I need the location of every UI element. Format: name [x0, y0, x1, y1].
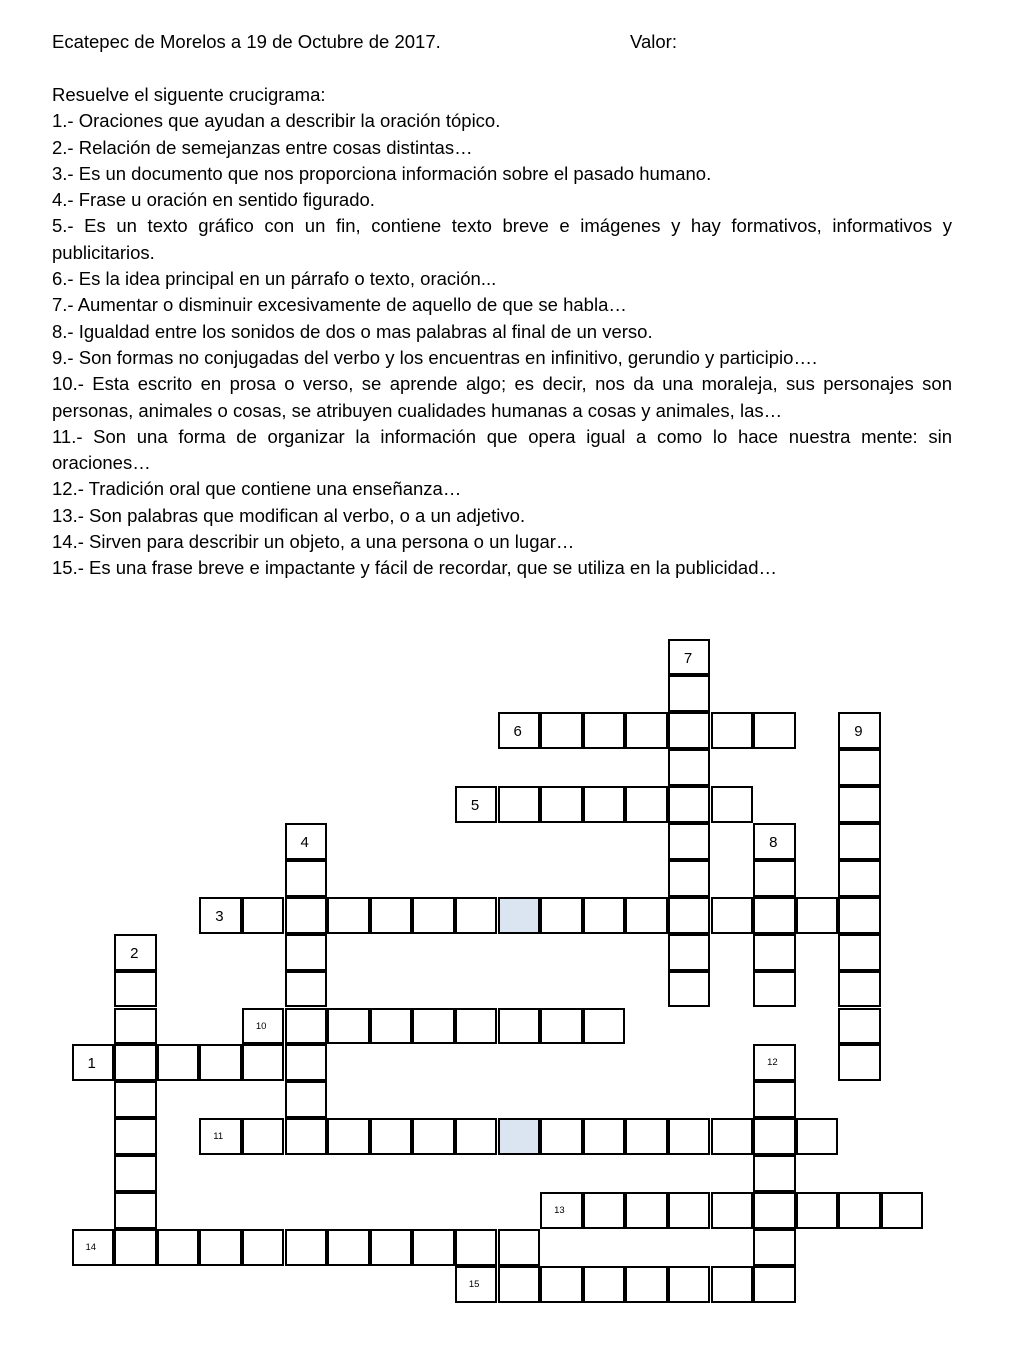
- crossword-cell[interactable]: [838, 1008, 881, 1045]
- clue-15: 15.- Es una frase breve e impactante y fácil de recordar, que se utiliza en la publicidad…: [52, 557, 777, 579]
- crossword-cell[interactable]: [583, 897, 626, 934]
- crossword-cell[interactable]: [157, 1044, 200, 1081]
- crossword-cell[interactable]: [285, 1081, 328, 1118]
- clue-8: 8.- Igualdad entre los sonidos de dos o mas palabras al final de un verso.: [52, 320, 653, 342]
- crossword-cell[interactable]: [498, 1266, 541, 1303]
- crossword-cell[interactable]: [242, 1044, 285, 1081]
- crossword-cell[interactable]: [285, 1008, 328, 1045]
- place-date: Ecatepec de Morelos a 19 de Octubre de 2017.: [52, 31, 441, 52]
- crossword-cell[interactable]: [498, 1008, 541, 1045]
- crossword-cell[interactable]: [668, 934, 711, 971]
- crossword-cell[interactable]: [838, 749, 881, 786]
- clue-number-label: 15: [468, 1278, 480, 1290]
- crossword-cell[interactable]: [668, 749, 711, 786]
- crossword-cell[interactable]: [327, 1118, 370, 1155]
- crossword-cell-5-start[interactable]: [455, 786, 498, 823]
- crossword-cell[interactable]: [711, 712, 754, 749]
- crossword-cell[interactable]: [753, 934, 796, 971]
- crossword-cell[interactable]: [114, 1229, 157, 1266]
- crossword-cell[interactable]: [711, 1118, 754, 1155]
- crossword-cell[interactable]: [583, 1118, 626, 1155]
- clue-14: 14.- Sirven para describir un objeto, a una persona o un lugar…: [52, 531, 575, 553]
- crossword-cell[interactable]: [498, 897, 541, 934]
- crossword-cell[interactable]: [753, 971, 796, 1008]
- crossword-cell-15-start[interactable]: [455, 1266, 498, 1303]
- crossword-cell[interactable]: [711, 897, 754, 934]
- clue-number-label: 12: [767, 1057, 778, 1069]
- crossword-cell[interactable]: [625, 786, 668, 823]
- clue-2: 2.- Relación de semejanzas entre cosas distintas…: [52, 136, 473, 158]
- clue-number-label: 14: [85, 1241, 97, 1253]
- crossword-cell[interactable]: [242, 1229, 285, 1266]
- crossword-cell[interactable]: [625, 1266, 668, 1303]
- crossword-cell[interactable]: [157, 1229, 200, 1266]
- crossword-cell[interactable]: [114, 1044, 157, 1081]
- crossword-cell[interactable]: [583, 1266, 626, 1303]
- clue-10: 10.- Esta escrito en prosa o verso, se aprende algo; es decir, nos da una moraleja, sus personajes son personas, animales o cosas, se atribuyen cualidades humanas a cosas y animales, las…: [52, 373, 952, 421]
- crossword-cell[interactable]: [753, 1229, 796, 1266]
- crossword-cell-10-start[interactable]: [242, 1008, 285, 1045]
- crossword-cell[interactable]: [625, 1118, 668, 1155]
- valor-label: Valor:: [630, 31, 677, 52]
- clue-number-label: 10: [255, 1020, 267, 1032]
- crossword-cell[interactable]: [540, 712, 583, 749]
- crossword-cell[interactable]: [114, 1081, 157, 1118]
- crossword-cell[interactable]: [838, 934, 881, 971]
- crossword-cell-4-start[interactable]: [285, 823, 328, 860]
- crossword-cell[interactable]: [838, 1044, 881, 1081]
- crossword-cell[interactable]: [583, 786, 626, 823]
- crossword-cell[interactable]: [583, 712, 626, 749]
- clue-number-label: 9: [854, 723, 863, 741]
- clue-number-label: 11: [213, 1131, 224, 1143]
- crossword-cell[interactable]: [114, 1192, 157, 1229]
- crossword-cell-11-start[interactable]: [199, 1118, 242, 1155]
- crossword-cell[interactable]: [412, 1229, 455, 1266]
- crossword-cell[interactable]: [412, 1008, 455, 1045]
- crossword-cell[interactable]: [711, 1192, 754, 1229]
- crossword-cell[interactable]: [838, 786, 881, 823]
- crossword-cell[interactable]: [668, 786, 711, 823]
- crossword-cell-9-start[interactable]: [838, 712, 881, 749]
- clue-number-label: 13: [554, 1205, 565, 1216]
- crossword-cell[interactable]: [199, 1229, 242, 1266]
- crossword-cell[interactable]: [838, 897, 881, 934]
- crossword-cell[interactable]: [370, 1229, 413, 1266]
- crossword-cell[interactable]: [285, 1044, 328, 1081]
- crossword-cell[interactable]: [668, 1118, 711, 1155]
- instructions-title: Resuelve el siguente crucigrama:: [52, 84, 326, 105]
- clue-3: 3.- Es un documento que nos proporciona información sobre el pasado humano.: [52, 162, 712, 184]
- crossword-cell[interactable]: [838, 971, 881, 1008]
- crossword-cell[interactable]: [370, 1008, 413, 1045]
- crossword-cell[interactable]: [668, 1192, 711, 1229]
- crossword-cell[interactable]: [114, 1155, 157, 1192]
- crossword-cell-2-start[interactable]: [114, 934, 157, 971]
- crossword-cell[interactable]: [711, 1266, 754, 1303]
- crossword-cell[interactable]: [753, 1155, 796, 1192]
- clue-12: 12.- Tradición oral que contiene una enseñanza…: [52, 478, 462, 500]
- crossword-cell[interactable]: [753, 1192, 796, 1229]
- crossword-cell[interactable]: [668, 971, 711, 1008]
- crossword-cell[interactable]: [668, 675, 711, 712]
- crossword-cell[interactable]: [498, 786, 541, 823]
- clue-11: 11.- Son una forma de organizar la información que opera igual a como lo hace nuestra mente: sin oraciones…: [52, 425, 952, 474]
- crossword-cell[interactable]: [625, 897, 668, 934]
- clue-number-label: 7: [683, 649, 693, 667]
- clue-6: 6.- Es la idea principal en un párrafo o texto, oración...: [52, 268, 497, 290]
- crossword-cell[interactable]: [242, 897, 285, 934]
- crossword-cell[interactable]: [370, 1118, 413, 1155]
- clue-4: 4.- Frase u oración en sentido figurado.: [52, 189, 375, 211]
- crossword-cell[interactable]: [540, 1118, 583, 1155]
- crossword-cell[interactable]: [498, 1229, 541, 1266]
- crossword-cell-3-start[interactable]: [199, 897, 242, 934]
- crossword-cell-7-start[interactable]: [668, 639, 711, 676]
- crossword-cell[interactable]: [540, 1266, 583, 1303]
- crossword-cell[interactable]: [199, 1044, 242, 1081]
- crossword-cell[interactable]: [668, 823, 711, 860]
- crossword-cell-6-start[interactable]: [498, 712, 541, 749]
- crossword-cell[interactable]: [668, 897, 711, 934]
- crossword-cell-8-start[interactable]: [753, 823, 796, 860]
- clue-1: 1.- Oraciones que ayudan a describir la oración tópico.: [52, 110, 501, 132]
- crossword-cell[interactable]: [540, 897, 583, 934]
- crossword-cell[interactable]: [625, 1192, 668, 1229]
- crossword-cell-1-start[interactable]: [72, 1044, 115, 1081]
- clue-number-label: 1: [87, 1055, 96, 1073]
- crossword-cell[interactable]: [114, 1008, 157, 1045]
- crossword-cell[interactable]: [540, 1008, 583, 1045]
- crossword-cell[interactable]: [285, 934, 328, 971]
- clue-13: 13.- Son palabras que modifican al verbo, o a un adjetivo.: [52, 504, 526, 526]
- crossword-cell[interactable]: [327, 897, 370, 934]
- crossword-cell[interactable]: [114, 971, 157, 1008]
- crossword-cell[interactable]: [881, 1192, 924, 1229]
- crossword-cell[interactable]: [796, 1192, 839, 1229]
- crossword-cell[interactable]: [455, 897, 498, 934]
- crossword-cell[interactable]: [753, 860, 796, 897]
- crossword-cell[interactable]: [285, 897, 328, 934]
- clue-number-label: 5: [470, 797, 480, 815]
- crossword-cell[interactable]: [327, 1008, 370, 1045]
- crossword-cell[interactable]: [796, 1118, 839, 1155]
- clue-9: 9.- Son formas no conjugadas del verbo y los encuentras en infinitivo, gerundio y participio….: [52, 346, 818, 368]
- clue-number-label: 4: [300, 834, 309, 851]
- crossword-cell[interactable]: [285, 860, 328, 897]
- crossword-cell[interactable]: [796, 897, 839, 934]
- crossword-cell[interactable]: [455, 1118, 498, 1155]
- crossword-cell[interactable]: [668, 712, 711, 749]
- crossword-cell[interactable]: [753, 1266, 796, 1303]
- clue-number-label: 8: [769, 834, 778, 851]
- crossword-cell[interactable]: [114, 1118, 157, 1155]
- crossword-cell[interactable]: [753, 1118, 796, 1155]
- crossword-cell[interactable]: [753, 897, 796, 934]
- crossword-cell[interactable]: [285, 971, 328, 1008]
- clue-7: 7.- Aumentar o disminuir excesivamente de aquello de que se habla…: [52, 294, 627, 316]
- crossword-cell[interactable]: [668, 860, 711, 897]
- crossword-cell[interactable]: [370, 897, 413, 934]
- clue-number-label: 2: [130, 944, 139, 962]
- crossword-cell-14-start[interactable]: [72, 1229, 115, 1266]
- crossword-cell[interactable]: [838, 1192, 881, 1229]
- crossword-cell[interactable]: [242, 1118, 285, 1155]
- crossword-cell[interactable]: [838, 860, 881, 897]
- clue-5: 5.- Es un texto gráfico con un fin, contiene texto breve e imágenes y hay formativos, informativos y publicitarios.: [52, 215, 952, 263]
- crossword-cell[interactable]: [412, 1118, 455, 1155]
- crossword-cell-12-start[interactable]: [753, 1044, 796, 1081]
- crossword-cell[interactable]: [583, 1008, 626, 1045]
- crossword-cell[interactable]: [753, 1081, 796, 1118]
- crossword-cell[interactable]: [412, 897, 455, 934]
- crossword-cell[interactable]: [498, 1118, 541, 1155]
- crossword-cell[interactable]: [455, 1229, 498, 1266]
- clue-number-label: 3: [215, 907, 224, 925]
- clue-number-label: 6: [513, 723, 522, 741]
- crossword-cell[interactable]: [625, 712, 668, 749]
- crossword-cell[interactable]: [285, 1118, 328, 1155]
- crossword-cell[interactable]: [668, 1266, 711, 1303]
- crossword-cell-13-start[interactable]: [540, 1192, 583, 1229]
- crossword-cell[interactable]: [711, 786, 754, 823]
- crossword-cell[interactable]: [838, 823, 881, 860]
- crossword-cell[interactable]: [753, 712, 796, 749]
- crossword-cell[interactable]: [327, 1229, 370, 1266]
- crossword-cell[interactable]: [540, 786, 583, 823]
- crossword-cell[interactable]: [583, 1192, 626, 1229]
- crossword-cell[interactable]: [285, 1229, 328, 1266]
- crossword-cell[interactable]: [455, 1008, 498, 1045]
